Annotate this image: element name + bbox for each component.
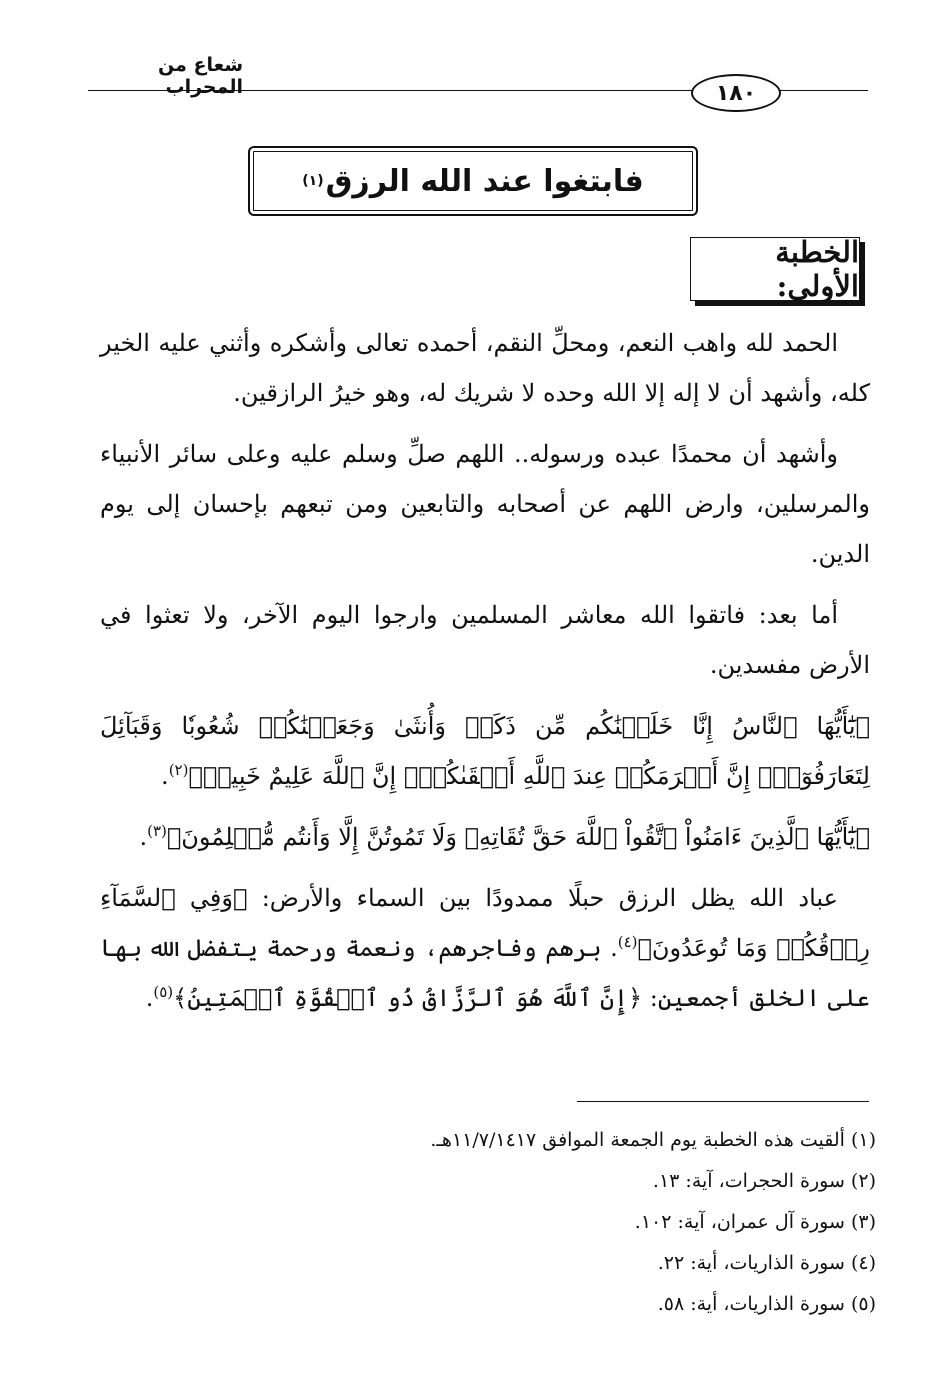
page-number: ١٨٠ <box>691 74 781 112</box>
verse-end-mark: . <box>145 984 154 1012</box>
quran-verse-hujurat <box>100 701 870 801</box>
sermon-title: فابتغوا عند الله الرزق <box>325 163 644 199</box>
quran-verse-dhariyat-58: ﴿إِنَّ ٱللَّهَ هُوَ ٱلرَّزَّاقُ ذُو ٱلۡقُوَّةِ ٱلۡمَتِينُ﴾ <box>173 984 643 1012</box>
footnote-item: (١) ألقيت هذه الخطبة يوم الجمعة الموافق ١١/٧/١٤١٧هـ. <box>430 1129 876 1151</box>
verse-footnote-ref: (٥) <box>153 983 174 1001</box>
verse-footnote-ref: (٣) <box>147 822 167 840</box>
verse-text: ﴿يَٰٓأَيُّهَا ٱلنَّاسُ إِنَّا خَلَقۡنَٰكُم مِّن ذَكَرٖ وَأُنثَىٰ وَجَعَلۡنَٰكُمۡ شُعُوبٗا وَقَبَآئِلَ لِتَعَارَفُوٓاْۚ إِنَّ أَكۡرَمَكُمۡ عِندَ ٱللَّهِ أَتۡقَىٰكُمۡۚ إِنَّ ٱللَّهَ عَلِيمٌ خَبِيرٞ﴾ <box>100 712 870 790</box>
paragraph-testimony: وأشهد أن محمدًا عبده ورسوله.. اللهم صلِّ وسلم عليه وعلى سائر الأنبياء والمرسلين، وارض اللهم عن أصحابه والتابعين ومن تبعهم بإحسان إلى يوم الدين. <box>100 440 870 568</box>
verse-footnote-ref: (٤) <box>617 933 638 951</box>
footnote-item: (٤) سورة الذاريات، أية: ٢٢. <box>657 1252 876 1274</box>
paragraph-provision <box>100 873 870 1023</box>
verse-end-mark: . <box>139 823 148 851</box>
footnote-item: (٢) سورة الحجرات، آية: ١٣. <box>652 1170 876 1192</box>
paragraph-exhortation: أما بعد: فاتقوا الله معاشر المسلمين وارجوا اليوم الآخر، ولا تعثوا في الأرض مفسدين. <box>100 601 870 679</box>
title-footnote-ref: (١) <box>302 173 324 189</box>
quran-verse-al-imran <box>100 812 870 862</box>
paragraph-text: عباد الله يظل الرزق حبلًا ممدودًا بين السماء والأرض: <box>247 884 838 912</box>
verse-footnote-ref: (٢) <box>168 761 189 779</box>
verse-end-mark: . <box>161 762 169 790</box>
footnotes <box>96 1120 876 1325</box>
section-heading: الخطبة الأولى: <box>775 235 859 303</box>
sermon-title-box <box>248 146 698 216</box>
section-heading-box <box>690 237 860 301</box>
footnote-item: (٥) سورة الذاريات، أية: ٥٨. <box>657 1293 876 1315</box>
quran-verse-dhariyat-22: ﴿وَفِي ٱلسَّمَآءِ رِزۡقُكُمۡ وَمَا تُوعَدُونَ﴾ <box>100 884 871 962</box>
paragraph-praise: الحمد لله واهب النعم، ومحلِّ النقم، أحمده تعالى وأشكره وأثني عليه الخير كله، وأشهد أن لا إله إلا الله وحده لا شريك له، وهو خيرُ الرازقين. <box>100 329 870 407</box>
footnote-item: (٣) سورة آل عمران، آية: ١٠٢. <box>634 1211 876 1233</box>
paragraph-text: . برهم وفاجرهم، ونعمة ورحمة يتفضل الله بها على الخلق أجمعين: <box>100 934 870 1012</box>
verse-text: ﴿يَٰٓأَيُّهَا ٱلَّذِينَ ءَامَنُواْ ٱتَّقُواْ ٱللَّهَ حَقَّ تُقَاتِهِۦ وَلَا تَمُوتُنَّ إِلَّا وَأَنتُم مُّسۡلِمُونَ﴾ <box>166 823 870 851</box>
footnote-rule <box>577 1101 869 1102</box>
sermon-body <box>100 318 870 1034</box>
running-title: شعاع من المحراب <box>158 54 243 98</box>
